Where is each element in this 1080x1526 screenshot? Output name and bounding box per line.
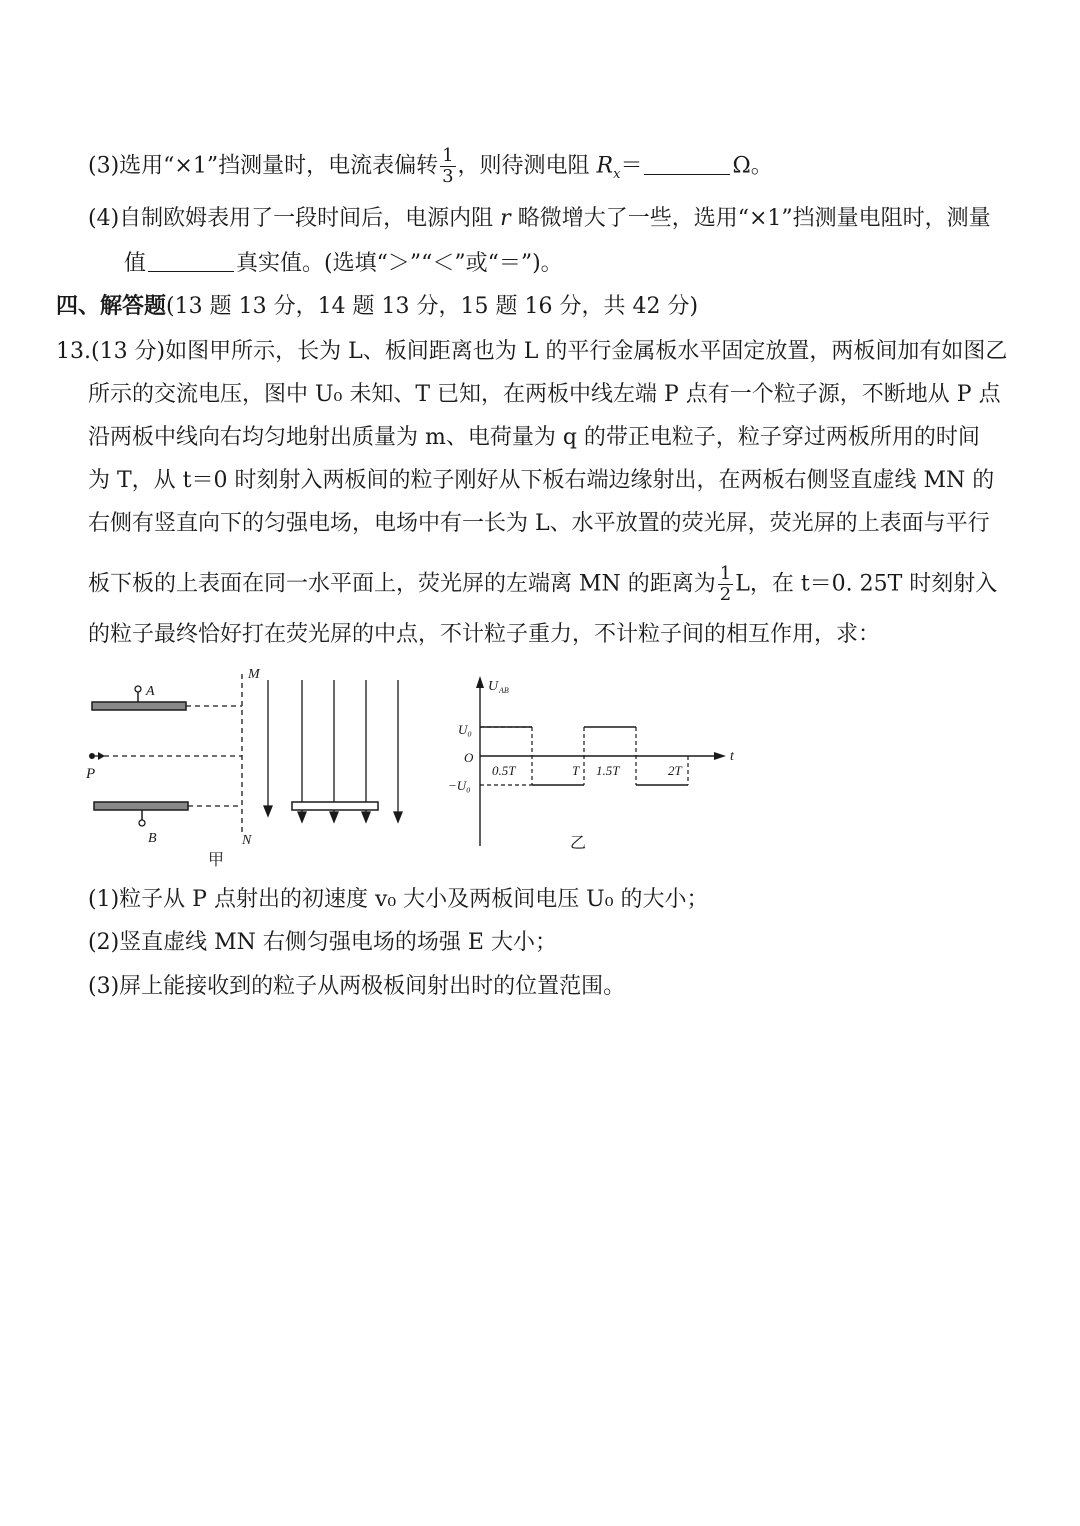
q12-part4-line2: [124, 249, 563, 279]
plate-a: [92, 702, 186, 710]
q13-line-4: 为 T，从 t＝0 时刻射入两板间的粒子刚好从下板右端边缘射出，在两板右侧竖直虚线 MN 的: [88, 468, 995, 493]
tick-label: 0.5T: [492, 763, 516, 778]
label-neg-u0: −U₀: [448, 778, 471, 793]
x-axis-arrow-icon: [714, 752, 726, 760]
q13-line-5: 右侧有竖直向下的匀强电场，电场中有一长为 L、水平放置的荧光屏，荧光屏的上表面与平行: [88, 511, 990, 536]
sub-question-1: (1)粒子从 P 点射出的初速度 v₀ 大小及两板间电压 U₀ 的大小；: [88, 887, 709, 912]
label-b: B: [148, 831, 157, 846]
section-heading: [56, 291, 698, 322]
fraction-denominator: 2: [719, 584, 732, 605]
sub-question-3: (3)屏上能接收到的粒子从两极板间射出时的位置范围。: [88, 974, 626, 999]
fraction-denominator: 3: [442, 166, 454, 187]
q13-line-3: 沿两板中线向右均匀地射出质量为 m、电荷量为 q 的带正电粒子，粒子穿过两板所用的时间: [88, 425, 980, 450]
y-axis-label: U: [488, 679, 499, 694]
q12-part4-text-c: 值: [124, 251, 147, 276]
q13-line-1: 13.(13 分)如图甲所示，长为 L、板间距离也为 L 的平行金属板水平固定放置，两板间加有如图乙: [56, 339, 1008, 364]
q12-part4-line1: [88, 204, 991, 234]
fraction-numerator: 1: [442, 145, 454, 166]
figure-yi: [440, 668, 770, 858]
section-title: 四、解答题: [56, 293, 167, 319]
label-origin: O: [464, 750, 474, 765]
q13-line-2: 所示的交流电压，图中 U₀ 未知、T 已知，在两板中线左端 P 点有一个粒子源，不断地从 P 点: [88, 382, 1001, 407]
var-r-subscript: x: [613, 166, 621, 182]
velocity-arrow-icon: [98, 752, 105, 760]
q13-line-6-b: L，在 t＝0. 25T 时刻射入: [735, 571, 998, 597]
q13-line-6: [88, 564, 997, 605]
particle-source: [89, 753, 95, 759]
section-scoring: (13 题 13 分，14 题 13 分，15 题 16 分，共 42 分): [166, 294, 699, 319]
equals-sign: ＝: [620, 153, 643, 179]
q12-part3: [88, 146, 773, 190]
label-n: N: [242, 833, 252, 848]
label-u0: U₀: [458, 722, 472, 737]
q12-part3-mid: ，则待测电阻: [457, 153, 597, 179]
tick-label: 2T: [668, 763, 682, 778]
answer-blank-rx[interactable]: [644, 152, 730, 175]
answer-blank-compare[interactable]: [148, 249, 234, 272]
q12-part4-text-a: (4)自制欧姆表用了一段时间后，电源内阻: [88, 206, 501, 231]
y-axis-arrow-icon: [476, 676, 484, 688]
field-lines: [264, 680, 402, 822]
figure-jia: [80, 660, 500, 875]
fluorescent-screen: [292, 802, 378, 810]
fraction-one-third: [440, 146, 455, 187]
plate-b: [94, 802, 188, 810]
y-axis-subscript: AB: [499, 686, 509, 695]
terminal-a: [135, 686, 141, 692]
q12-part4-text-d: 真实值。(选填“＞”“＜”或“＝”)。: [236, 251, 563, 276]
terminal-b: [139, 820, 145, 826]
q13-line-6-a: 板下板的上表面在同一水平面上，荧光屏的左端离 MN 的距离为: [88, 571, 716, 597]
ohm-unit: Ω。: [732, 153, 773, 179]
x-axis-label: t: [730, 749, 734, 764]
fraction-one-half: [718, 564, 733, 605]
caption-yi: 乙: [570, 835, 587, 852]
label-p: P: [86, 766, 96, 782]
var-r-internal: r: [500, 206, 511, 231]
tick-label: T: [572, 763, 580, 778]
caption-jia: 甲: [208, 852, 225, 869]
label-m: M: [248, 667, 260, 682]
label-a: A: [146, 684, 155, 699]
fraction-numerator: 1: [719, 563, 732, 584]
q12-part3-text: (3)选用“×1”挡测量时，电流表偏转: [88, 153, 439, 179]
tick-label: 1.5T: [596, 763, 620, 778]
q13-line-7: 的粒子最终恰好打在荧光屏的中点，不计粒子重力，不计粒子间的相互作用，求：: [88, 622, 881, 647]
q12-part4-text-b: 略微增大了一些，选用“×1”挡测量电阻时，测量: [510, 206, 991, 231]
var-r: R: [596, 153, 614, 179]
sub-question-2: (2)竖直虚线 MN 右侧匀强电场的场强 E 大小；: [88, 930, 557, 955]
